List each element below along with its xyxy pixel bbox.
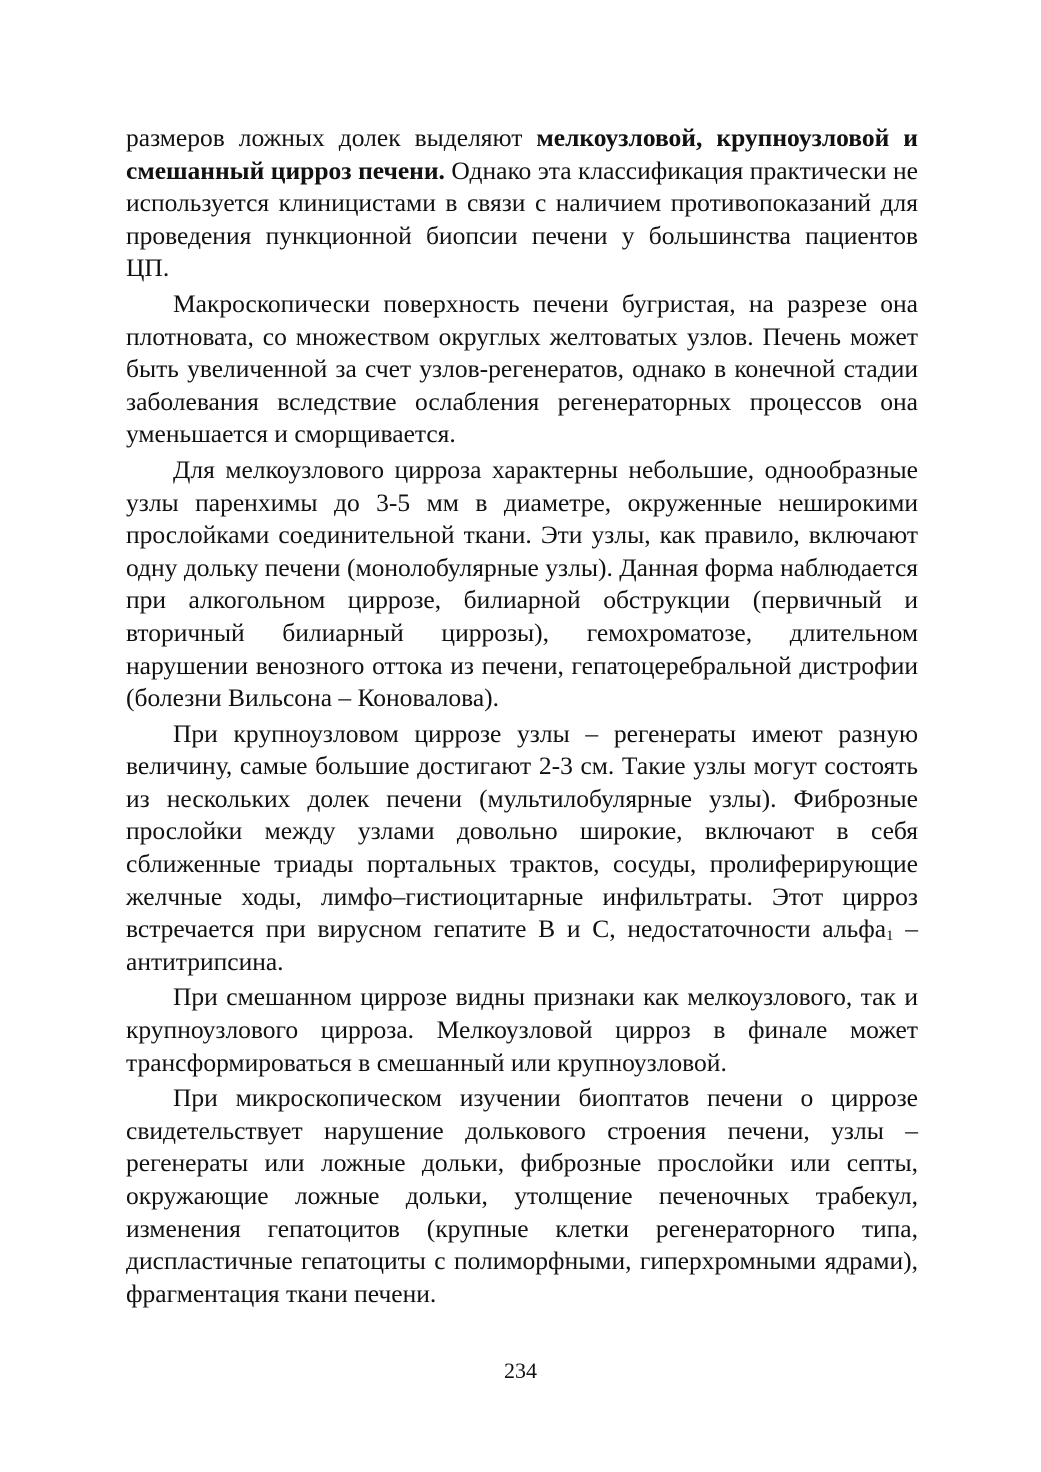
page-number: 234 — [504, 1358, 537, 1383]
paragraph-6 — [126, 1082, 918, 1310]
paragraph-2 — [126, 288, 918, 451]
paragraph-1-run-3: Однако эта классификация практически не используется клиницистами в связи с наличием противопоказаний для проведения пункционной биопсии печени у большинства пациентов ЦП. — [126, 155, 918, 283]
paragraph-4-run-1: При крупноузловом циррозе узлы – регенераты имеют разную величину, самые большие достигают 2-3 см. Такие узлы могут состоять из нескольких долек печени (мультилобулярные узлы). Фиброзные прослойки между узлами довольно широкие, включают в себя сближенные триады портальных трактов, сосуды, пролиферирующие желчные ходы, лимфо–гистиоцитарные инфильтраты. Этот цирроз встречается при вирусном гепатите В и С, недостаточности альфа — [126, 718, 918, 944]
body-text — [126, 122, 918, 1310]
paragraph-3-run-1: Для мелкоузлового цирроза характерны небольшие, однообразные узлы паренхимы до 3-5 мм в диаметре, окруженные неширокими прослойками соединительной ткани. Эти узлы, как правило, включают одну дольку печени (монолобулярные узлы). Данная форма наблюдается при алкогольном циррозе, билиарной обструкции (первичный и вторичный билиарный циррозы), гемохроматозе, длительном нарушении венозного оттока из печени, гепатоцеребральной дистрофии (болезни Вильсона – Коновалова). — [126, 454, 918, 713]
paragraph-1-run-1: размеров ложных долек выделяют — [126, 123, 537, 152]
paragraph-3 — [126, 454, 918, 715]
paragraph-1-bold-run: мелкоузловой, крупноузловой и смешанный цирроз печени. — [126, 123, 918, 185]
paragraph-4 — [126, 718, 918, 979]
paragraph-1 — [126, 122, 918, 285]
paragraph-5-run-1: При смешанном циррозе видны признаки как мелкоузлового, так и крупноузлового цирроза. Мелкоузловой цирроз в финале может трансформироваться в смешанный или крупноузловой. — [126, 982, 918, 1077]
paragraph-6-run-1: При микроскопическом изучении биоптатов печени о циррозе свидетельствует нарушение долькового строения печени, узлы – регенераты или ложные дольки, фиброзные прослойки или септы, окружающие ложные дольки, утолщение печеночных трабекул, изменения гепатоцитов (крупные клетки регенераторного типа, диспластичные гепатоциты с полиморфными, гиперхромными ядрами), фрагментация ткани печени. — [126, 1083, 918, 1308]
paragraph-4-run-3: – антитрипсина. — [126, 914, 919, 976]
paragraph-5 — [126, 981, 918, 1079]
subscript-1: 1 — [886, 928, 894, 945]
paragraph-2-run-1: Макроскопически поверхность печени бугристая, на разрезе она плотновата, со множеством округлых желтоватых узлов. Печень может быть увеличенной за счет узлов-регенератов, однако в конечной стадии заболевания вследствие ослабления регенераторных процессов она уменьшается и сморщивается. — [126, 288, 918, 449]
